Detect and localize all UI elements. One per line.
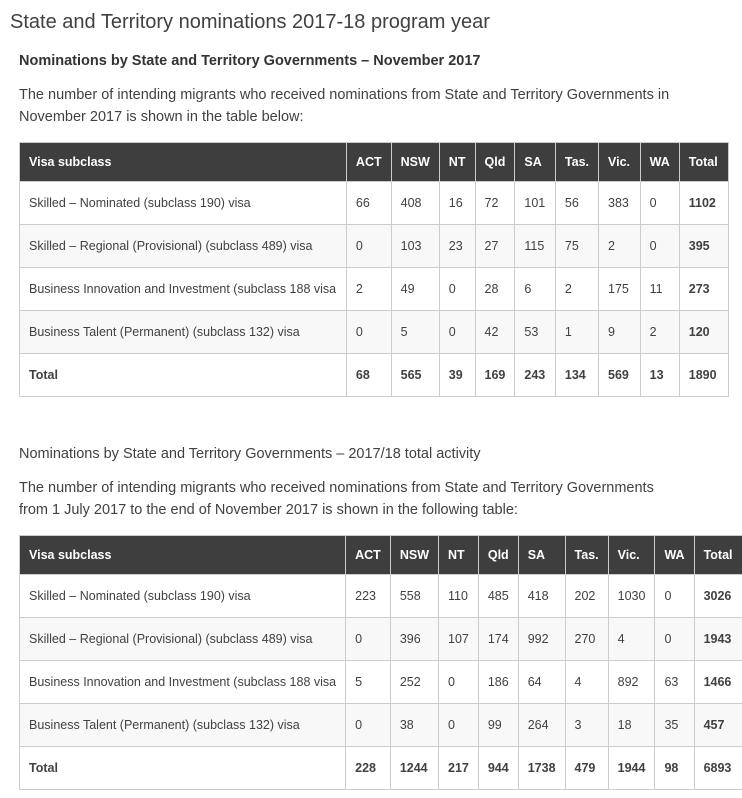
value-cell: 1944	[608, 747, 655, 790]
value-cell: 217	[439, 747, 479, 790]
row-label: Skilled – Nominated (subclass 190) visa	[20, 182, 347, 225]
value-cell: 1738	[518, 747, 565, 790]
value-cell: 103	[391, 225, 439, 268]
value-cell: 992	[518, 618, 565, 661]
column-header: SA	[518, 536, 565, 575]
value-cell: 418	[518, 575, 565, 618]
value-cell: 0	[640, 225, 679, 268]
row-total-cell: 395	[679, 225, 728, 268]
row-total-cell: 1466	[694, 661, 742, 704]
value-cell: 66	[346, 182, 391, 225]
table-row	[20, 182, 729, 225]
value-cell: 2	[555, 268, 598, 311]
value-cell: 0	[439, 268, 475, 311]
value-cell: 0	[439, 661, 479, 704]
table-row	[20, 704, 742, 747]
value-cell: 2	[346, 268, 391, 311]
row-total-cell: 1943	[694, 618, 742, 661]
value-cell: 175	[599, 268, 641, 311]
row-label: Skilled – Nominated (subclass 190) visa	[20, 575, 346, 618]
page-title: State and Territory nominations 2017-18 program year	[10, 10, 730, 34]
row-total-cell: 457	[694, 704, 742, 747]
value-cell: 6	[515, 268, 556, 311]
nominations-table-total-activity	[19, 535, 742, 790]
value-cell: 99	[478, 704, 518, 747]
value-cell: 53	[515, 311, 556, 354]
column-header: NSW	[391, 143, 439, 182]
value-cell: 223	[346, 575, 391, 618]
value-cell: 18	[608, 704, 655, 747]
value-cell: 1030	[608, 575, 655, 618]
row-label: Business Innovation and Investment (subclass 188 visa	[20, 268, 347, 311]
column-header: ACT	[346, 536, 391, 575]
value-cell: 944	[478, 747, 518, 790]
value-cell: 134	[555, 354, 598, 397]
value-cell: 252	[390, 661, 438, 704]
section-heading-total-activity: Nominations by State and Territory Governments – 2017/18 total activity	[19, 445, 730, 463]
value-cell: 569	[599, 354, 641, 397]
value-cell: 243	[515, 354, 556, 397]
column-header: Visa subclass	[20, 536, 346, 575]
row-label: Skilled – Regional (Provisional) (subclass 489) visa	[20, 618, 346, 661]
table-row	[20, 661, 742, 704]
value-cell: 0	[655, 575, 694, 618]
value-cell: 383	[599, 182, 641, 225]
section-november-2017	[19, 52, 730, 397]
value-cell: 202	[565, 575, 608, 618]
value-cell: 16	[439, 182, 475, 225]
value-cell: 264	[518, 704, 565, 747]
value-cell: 98	[655, 747, 694, 790]
table-row	[20, 618, 742, 661]
section-heading-november: Nominations by State and Territory Governments – November 2017	[19, 52, 730, 70]
value-cell: 110	[439, 575, 479, 618]
value-cell: 115	[515, 225, 556, 268]
column-header: Total	[679, 143, 728, 182]
value-cell: 23	[439, 225, 475, 268]
value-cell: 1244	[390, 747, 438, 790]
value-cell: 64	[518, 661, 565, 704]
value-cell: 485	[478, 575, 518, 618]
value-cell: 75	[555, 225, 598, 268]
row-label: Total	[20, 354, 347, 397]
column-header: SA	[515, 143, 556, 182]
value-cell: 0	[346, 618, 391, 661]
column-header: Vic.	[599, 143, 641, 182]
value-cell: 565	[391, 354, 439, 397]
value-cell: 0	[439, 704, 479, 747]
value-cell: 0	[439, 311, 475, 354]
column-header: ACT	[346, 143, 391, 182]
row-label: Skilled – Regional (Provisional) (subclass 489) visa	[20, 225, 347, 268]
value-cell: 11	[640, 268, 679, 311]
row-label: Total	[20, 747, 346, 790]
row-total-cell: 6893	[694, 747, 742, 790]
row-total-cell: 3026	[694, 575, 742, 618]
value-cell: 228	[346, 747, 391, 790]
column-header: NT	[439, 536, 479, 575]
value-cell: 27	[475, 225, 515, 268]
value-cell: 396	[390, 618, 438, 661]
value-cell: 42	[475, 311, 515, 354]
value-cell: 3	[565, 704, 608, 747]
value-cell: 39	[439, 354, 475, 397]
row-label: Business Talent (Permanent) (subclass 132) visa	[20, 311, 347, 354]
table-row	[20, 225, 729, 268]
column-header: Visa subclass	[20, 143, 347, 182]
value-cell: 63	[655, 661, 694, 704]
value-cell: 186	[478, 661, 518, 704]
value-cell: 169	[475, 354, 515, 397]
value-cell: 0	[346, 311, 391, 354]
value-cell: 5	[391, 311, 439, 354]
value-cell: 68	[346, 354, 391, 397]
value-cell: 0	[346, 704, 391, 747]
nominations-table-november	[19, 142, 729, 397]
column-header: Qld	[475, 143, 515, 182]
table-row	[20, 575, 742, 618]
value-cell: 38	[390, 704, 438, 747]
value-cell: 35	[655, 704, 694, 747]
value-cell: 408	[391, 182, 439, 225]
row-total-cell: 120	[679, 311, 728, 354]
value-cell: 892	[608, 661, 655, 704]
row-label: Business Innovation and Investment (subclass 188 visa	[20, 661, 346, 704]
row-label: Business Talent (Permanent) (subclass 132) visa	[20, 704, 346, 747]
table-total-row	[20, 354, 729, 397]
value-cell: 2	[599, 225, 641, 268]
value-cell: 558	[390, 575, 438, 618]
value-cell: 107	[439, 618, 479, 661]
table-row	[20, 311, 729, 354]
value-cell: 270	[565, 618, 608, 661]
value-cell: 9	[599, 311, 641, 354]
value-cell: 4	[565, 661, 608, 704]
column-header: Total	[694, 536, 742, 575]
column-header: Vic.	[608, 536, 655, 575]
column-header: NT	[439, 143, 475, 182]
value-cell: 0	[640, 182, 679, 225]
value-cell: 2	[640, 311, 679, 354]
row-total-cell: 273	[679, 268, 728, 311]
value-cell: 72	[475, 182, 515, 225]
table-total-row	[20, 747, 742, 790]
section-intro-november: The number of intending migrants who received nominations from State and Territory Governments in November 2017 is shown in the table below:	[19, 84, 679, 128]
table-header-row	[20, 536, 742, 575]
value-cell: 0	[655, 618, 694, 661]
column-header: Qld	[478, 536, 518, 575]
value-cell: 56	[555, 182, 598, 225]
row-total-cell: 1890	[679, 354, 728, 397]
value-cell: 174	[478, 618, 518, 661]
table-header-row	[20, 143, 729, 182]
value-cell: 28	[475, 268, 515, 311]
table-row	[20, 268, 729, 311]
column-header: NSW	[390, 536, 438, 575]
value-cell: 0	[346, 225, 391, 268]
row-total-cell: 1102	[679, 182, 728, 225]
value-cell: 4	[608, 618, 655, 661]
section-intro-total-activity: The number of intending migrants who received nominations from State and Territory Governments from 1 July 2017 to the end of November 2017 is shown in the following table:	[19, 477, 679, 521]
column-header: Tas.	[555, 143, 598, 182]
value-cell: 5	[346, 661, 391, 704]
value-cell: 49	[391, 268, 439, 311]
value-cell: 101	[515, 182, 556, 225]
column-header: WA	[655, 536, 694, 575]
column-header: WA	[640, 143, 679, 182]
value-cell: 479	[565, 747, 608, 790]
value-cell: 1	[555, 311, 598, 354]
value-cell: 13	[640, 354, 679, 397]
column-header: Tas.	[565, 536, 608, 575]
section-total-activity	[19, 445, 730, 790]
